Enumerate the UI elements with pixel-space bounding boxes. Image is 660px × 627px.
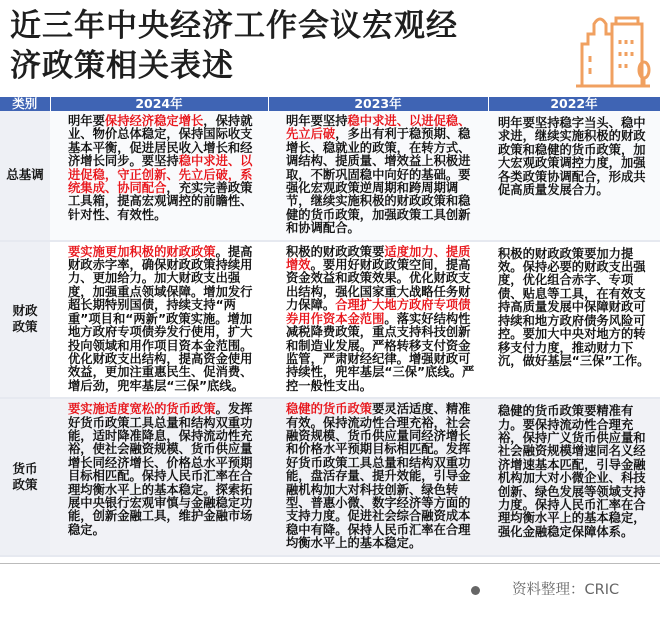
page-header — [0, 0, 660, 97]
cell-2023 — [268, 241, 488, 398]
highlighted-text: 稳中求进、以进促稳、先立后破 — [286, 114, 471, 142]
footer — [0, 563, 660, 627]
page-title: 近三年中央经济工作会议宏观经济政策相关表述 — [10, 8, 458, 84]
body-text: ，多出有利于稳预期、稳增长、稳就业的政策，在转方式、调结构、提质量、增效益上积极进取，不断巩固稳中向好的基础。要强化宏观政策逆周期和跨周期调节，继续实施积极的财政政策和稳健的货币政策，加强政策工具创新和协调配合。 — [286, 127, 471, 236]
table-row-monetary-policy — [0, 398, 660, 555]
building-icon — [572, 6, 652, 88]
body-text: 要灵活适度、精准有效。保持流动性合理充裕，社会融资规模、货币供应量同经济增长和价格水平预期目标相匹配。发挥好货币政策工具总量和结构双重功能，盘活存量、提升效能，引导金融机构加大对科技创新、绿色转型、普惠小微、数字经济等方面的支持力度。促进社会综合融资成本稳中有降。保持人民币汇率在合理均衡水平上的基本稳定。 — [286, 402, 471, 551]
source-note: 资料整理：CRIC — [512, 581, 620, 598]
header-2024: 2024年 — [50, 97, 268, 111]
cell-2022 — [488, 398, 660, 555]
cell-2022 — [488, 241, 660, 398]
body-text: 。发挥好货币政策工具总量和结构双重功能，适时降准降息，保持流动性充裕，使社会融资规模、货币供应量增长同经济增长、价格总水平预期目标相匹配。保持人民币汇率在合理均衡水平上的基本稳定。探索拓展中央银行宏观审慎与金融稳定功能，创新金融工具，维护金融市场稳定。 — [68, 402, 253, 537]
highlighted-text: 适度加力、提质增效 — [286, 244, 471, 273]
table-row-fiscal-policy — [0, 241, 660, 398]
policy-comparison-table — [0, 97, 660, 557]
highlighted-text: 保持经济稳定增长 — [104, 114, 204, 128]
highlighted-text: 要实施更加积极的财政政策 — [68, 244, 216, 259]
body-text: 明年要坚持 — [286, 114, 348, 128]
highlighted-text: 稳健的货币政策 — [286, 402, 373, 417]
cell-2023 — [268, 111, 488, 241]
body-text: 。落实好结构性减税降费政策，重点支持科技创新和制造业发展。严格转移支付资金监管，严肃财经纪律。增强财政可持续性，兜牢基层“三保”底线。严控一般性支出。 — [286, 311, 475, 393]
category-cell: 货币 政策 — [0, 398, 50, 555]
table-header-row — [0, 97, 660, 111]
body-text: ，充实完善政策工具箱，提高宏观调控的前瞻性、针对性、有效性。 — [68, 181, 253, 222]
bullet-dot-icon — [471, 586, 480, 595]
body-text: 明年要 — [68, 114, 105, 128]
body-text: 。要用好财政政策空间，提高资金效益和政策效果。优化财政支出结构，强化国家重大战略任务财力保障。 — [286, 258, 471, 313]
cell-2024 — [50, 241, 268, 398]
body-text: 稳健的货币政策要精准有力。要保持流动性合理充裕，保持广义货币供应量和社会融资规模增速同名义经济增速基本匹配，引导金融机构加大对小微企业、科技创新、绿色发展等领域支持力度。保持人民币汇率在合理均衡水平上的基本稳定，强化金融稳定保障体系。 — [498, 404, 646, 539]
cell-2022 — [488, 111, 660, 241]
header-2022: 2022年 — [488, 97, 660, 111]
table-row-general-tone — [0, 111, 660, 241]
category-cell: 总基调 — [0, 111, 50, 241]
highlighted-text: 稳中求进、以进促稳，守正创新、先立后破，系统集成、协同配合 — [68, 154, 253, 196]
cell-2024 — [50, 111, 268, 241]
highlighted-text: 要实施适度宽松的货币政策 — [68, 402, 216, 417]
body-text: 。提高财政赤字率，确保财政政策持续用力、更加给力。加大财政支出强度，加强重点领域保障。增加发行超长期特别国债，持续支持“两重”项目和“两新”政策实施。增加地方政府专项债券发行使用，扩大投向领域和用作项目资本金范围。优化财政支出结构，提高资金使用效益，更加注重惠民生、促消费、增后劲，兜牢基层“三保”底线。 — [68, 244, 253, 393]
cell-2023 — [268, 398, 488, 555]
highlighted-text: 合理扩大地方政府专项债券用作资本金范围 — [286, 298, 471, 326]
header-2023: 2023年 — [268, 97, 488, 111]
body-text: 积极的财政政策要 — [286, 244, 385, 259]
body-text: 积极的财政政策要加力提效。保持必要的财政支出强度，优化组合赤字、专项债、贴息等工具，在有效支持高质量发展中保障财政可持续和地方政府债务风险可控。要加大中央对地方的转移支付力度，推动财力下沉，做好基层“三保”工作。 — [498, 246, 650, 368]
category-cell: 财政 政策 — [0, 241, 50, 398]
body-text: 明年要坚持稳字当头、稳中求进，继续实施积极的财政政策和稳健的货币政策，加大宏观政策调控力度，加强各类政策协调配合，形成共促高质量发展合力。 — [498, 116, 646, 198]
body-text: ，保持就业、物价总体稳定，保持国际收支基本平衡，促进居民收入增长和经济增长同步。要坚持 — [68, 114, 253, 169]
header-category: 类别 — [0, 97, 50, 111]
cell-2024 — [50, 398, 268, 555]
